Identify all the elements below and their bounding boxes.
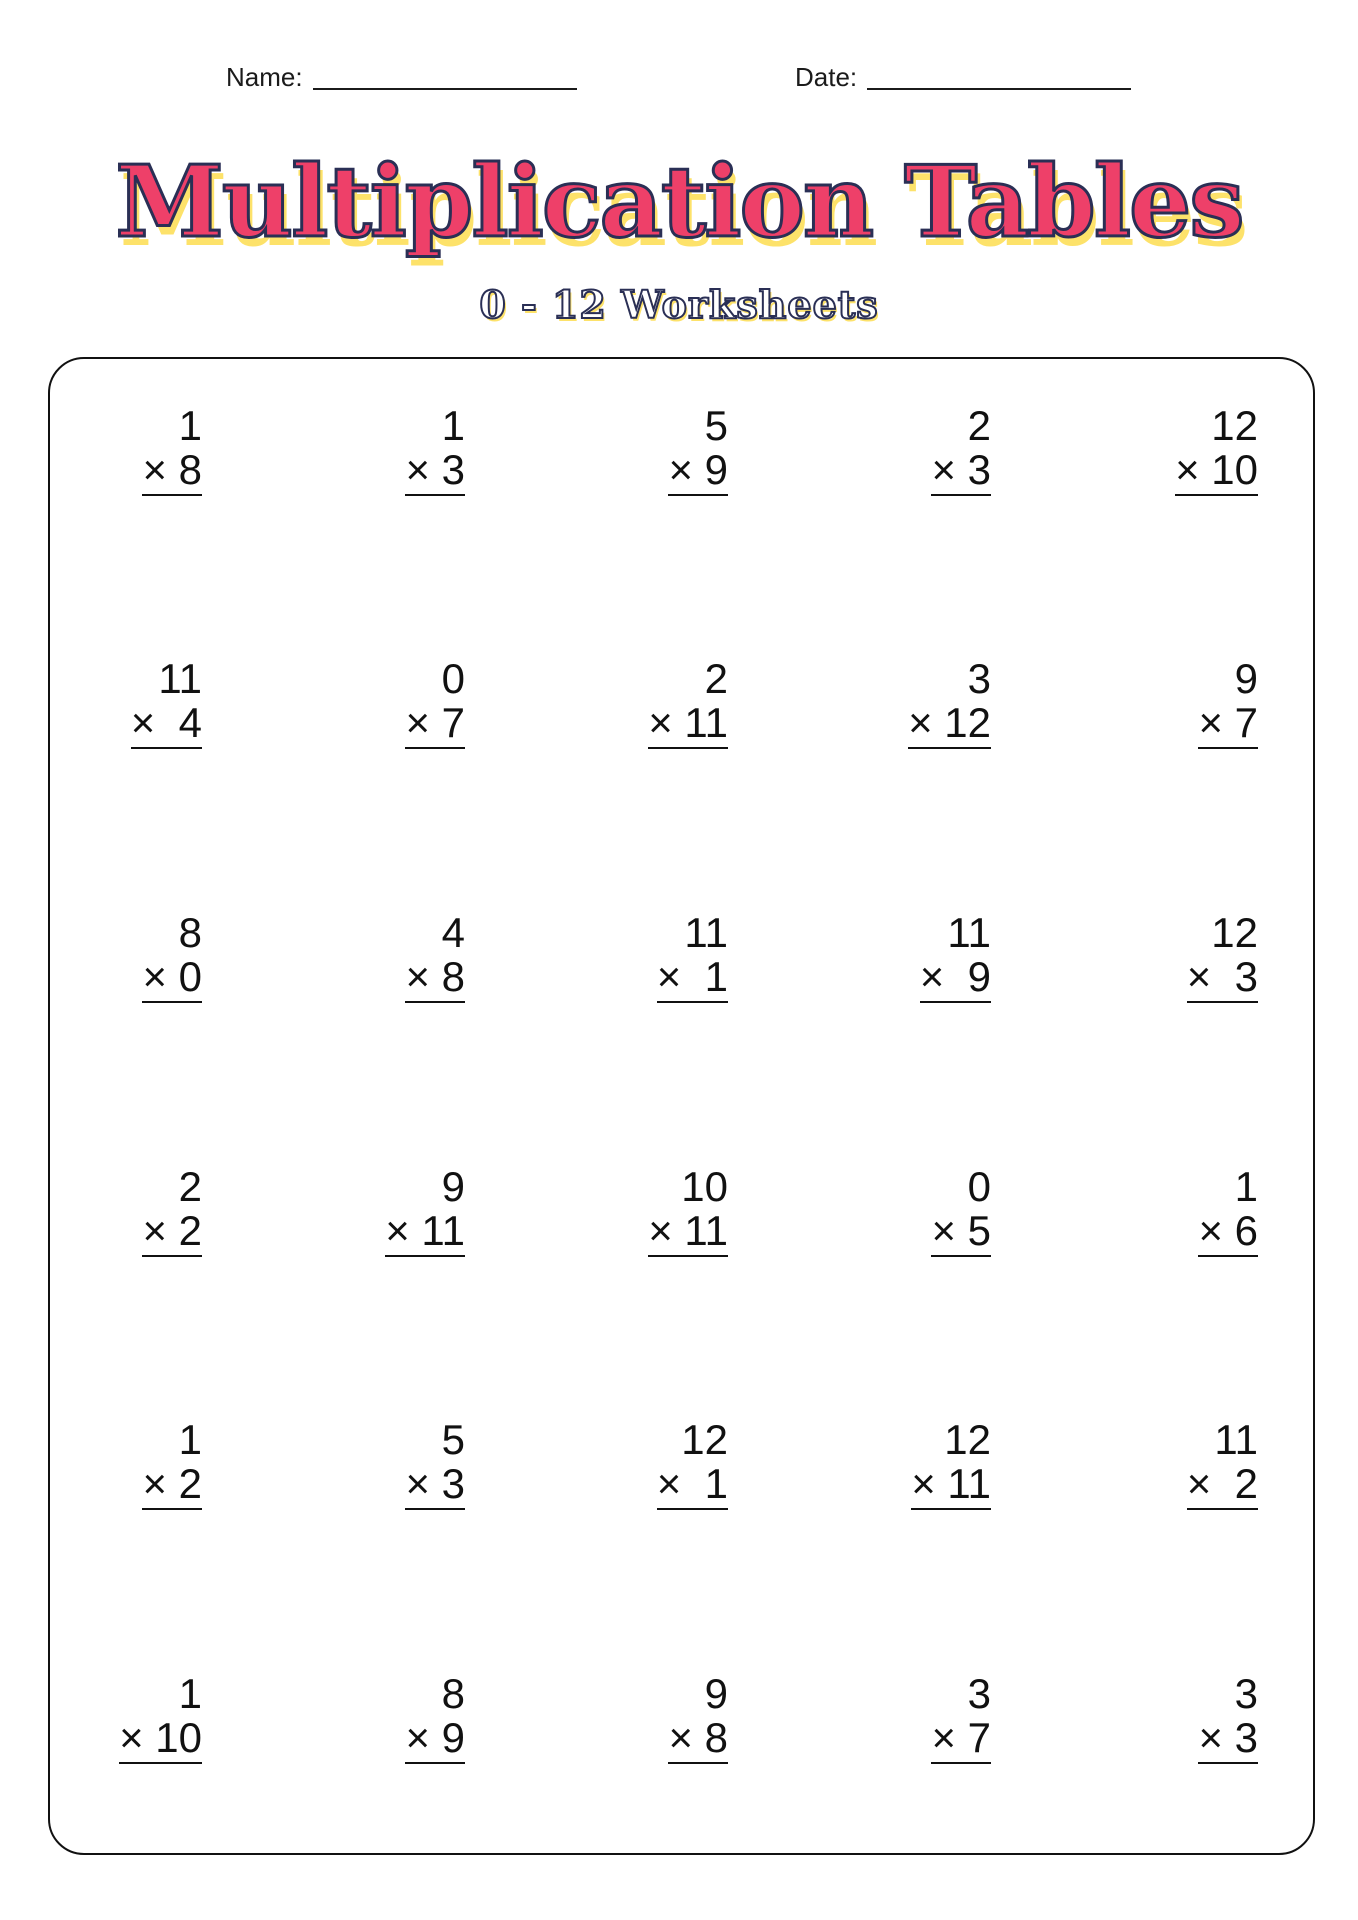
problem-top-number: 11 (1214, 1416, 1258, 1463)
problem-multiplier: × 11 (648, 1209, 728, 1257)
problem-item (791, 657, 991, 757)
problem-top-number: 11 (684, 909, 728, 956)
problem-multiplier: × 5 (931, 1209, 991, 1257)
problem-item (1058, 657, 1258, 757)
problem-top-number: 1 (441, 402, 465, 449)
problem-multiplier: × 3 (1187, 955, 1258, 1003)
problem-top-number: 10 (681, 1163, 728, 1210)
problem-item (1058, 1165, 1258, 1265)
problem-top-number: 12 (1211, 909, 1258, 956)
problem-item (528, 657, 728, 757)
problem-top-number: 3 (967, 1670, 991, 1717)
problem-top-number: 0 (441, 655, 465, 702)
problem-multiplier: × 3 (405, 1462, 465, 1510)
problem-item (265, 404, 465, 504)
problem-top-number: 5 (704, 402, 728, 449)
problem-multiplier: × 4 (131, 701, 202, 749)
problem-top-number: 5 (441, 1416, 465, 1463)
date-field[interactable] (795, 62, 1131, 92)
name-blank-line[interactable] (313, 88, 577, 90)
problem-top-number: 8 (178, 909, 202, 956)
name-label: Name: (226, 62, 303, 92)
problem-item (265, 1418, 465, 1518)
problem-multiplier: × 3 (405, 448, 465, 496)
date-label: Date: (795, 62, 858, 92)
problem-top-number: 1 (1234, 1163, 1258, 1210)
problem-item (2, 657, 202, 757)
problem-multiplier: × 2 (142, 1462, 202, 1510)
problem-item (528, 1672, 728, 1772)
problem-top-number: 3 (967, 655, 991, 702)
problem-multiplier: × 11 (911, 1462, 991, 1510)
problem-multiplier: × 11 (385, 1209, 465, 1257)
problem-multiplier: × 9 (405, 1716, 465, 1764)
problem-top-number: 9 (704, 1670, 728, 1717)
problem-multiplier: × 7 (405, 701, 465, 749)
problem-multiplier: × 1 (657, 955, 728, 1003)
problem-item (528, 1418, 728, 1518)
problem-multiplier: × 12 (908, 701, 991, 749)
problem-multiplier: × 10 (119, 1716, 202, 1764)
problem-top-number: 8 (441, 1670, 465, 1717)
title-area (0, 145, 1358, 260)
problem-item (265, 911, 465, 1011)
problem-item (528, 1165, 728, 1265)
problem-item (528, 911, 728, 1011)
problem-item (265, 1672, 465, 1772)
problem-item (1058, 404, 1258, 504)
problem-multiplier: × 3 (1198, 1716, 1258, 1764)
problem-multiplier: × 7 (931, 1716, 991, 1764)
problem-item (791, 1672, 991, 1772)
problem-top-number: 11 (947, 909, 991, 956)
problem-multiplier: × 9 (920, 955, 991, 1003)
problem-multiplier: × 8 (668, 1716, 728, 1764)
problem-multiplier: × 10 (1175, 448, 1258, 496)
problem-top-number: 2 (178, 1163, 202, 1210)
date-blank-line[interactable] (867, 88, 1131, 90)
problem-item (2, 911, 202, 1011)
problem-item (2, 1165, 202, 1265)
problem-top-number: 12 (681, 1416, 728, 1463)
problem-top-number: 2 (967, 402, 991, 449)
problems-panel (48, 357, 1315, 1855)
problem-item (791, 1165, 991, 1265)
problem-top-number: 9 (441, 1163, 465, 1210)
problem-item (2, 404, 202, 504)
problem-top-number: 3 (1234, 1670, 1258, 1717)
problem-top-number: 2 (704, 655, 728, 702)
page-title: Multiplication Tables (115, 145, 1243, 260)
problem-item (791, 911, 991, 1011)
problem-item (265, 657, 465, 757)
problem-multiplier: × 8 (142, 448, 202, 496)
problem-item (1058, 911, 1258, 1011)
problem-item (528, 404, 728, 504)
problem-top-number: 9 (1234, 655, 1258, 702)
problem-item (1058, 1672, 1258, 1772)
problem-multiplier: × 3 (931, 448, 991, 496)
problem-multiplier: × 1 (657, 1462, 728, 1510)
problem-multiplier: × 0 (142, 955, 202, 1003)
problem-top-number: 1 (178, 402, 202, 449)
problem-top-number: 4 (441, 909, 465, 956)
problem-item (265, 1165, 465, 1265)
problem-top-number: 1 (178, 1670, 202, 1717)
problem-top-number: 11 (158, 655, 202, 702)
problem-multiplier: × 8 (405, 955, 465, 1003)
subtitle-area (0, 282, 1358, 328)
problem-multiplier: × 2 (142, 1209, 202, 1257)
problem-item (791, 1418, 991, 1518)
page-subtitle: 0 - 12 Worksheets (479, 282, 879, 327)
problem-multiplier: × 11 (648, 701, 728, 749)
problem-top-number: 1 (178, 1416, 202, 1463)
problem-multiplier: × 9 (668, 448, 728, 496)
worksheet-header (0, 62, 1358, 102)
problem-top-number: 12 (944, 1416, 991, 1463)
problem-multiplier: × 7 (1198, 701, 1258, 749)
problem-item (791, 404, 991, 504)
problem-item (2, 1672, 202, 1772)
problem-item (2, 1418, 202, 1518)
problem-item (1058, 1418, 1258, 1518)
problem-top-number: 0 (967, 1163, 991, 1210)
problem-multiplier: × 6 (1198, 1209, 1258, 1257)
name-field[interactable] (226, 62, 577, 92)
problem-multiplier: × 2 (1187, 1462, 1258, 1510)
problem-top-number: 12 (1211, 402, 1258, 449)
